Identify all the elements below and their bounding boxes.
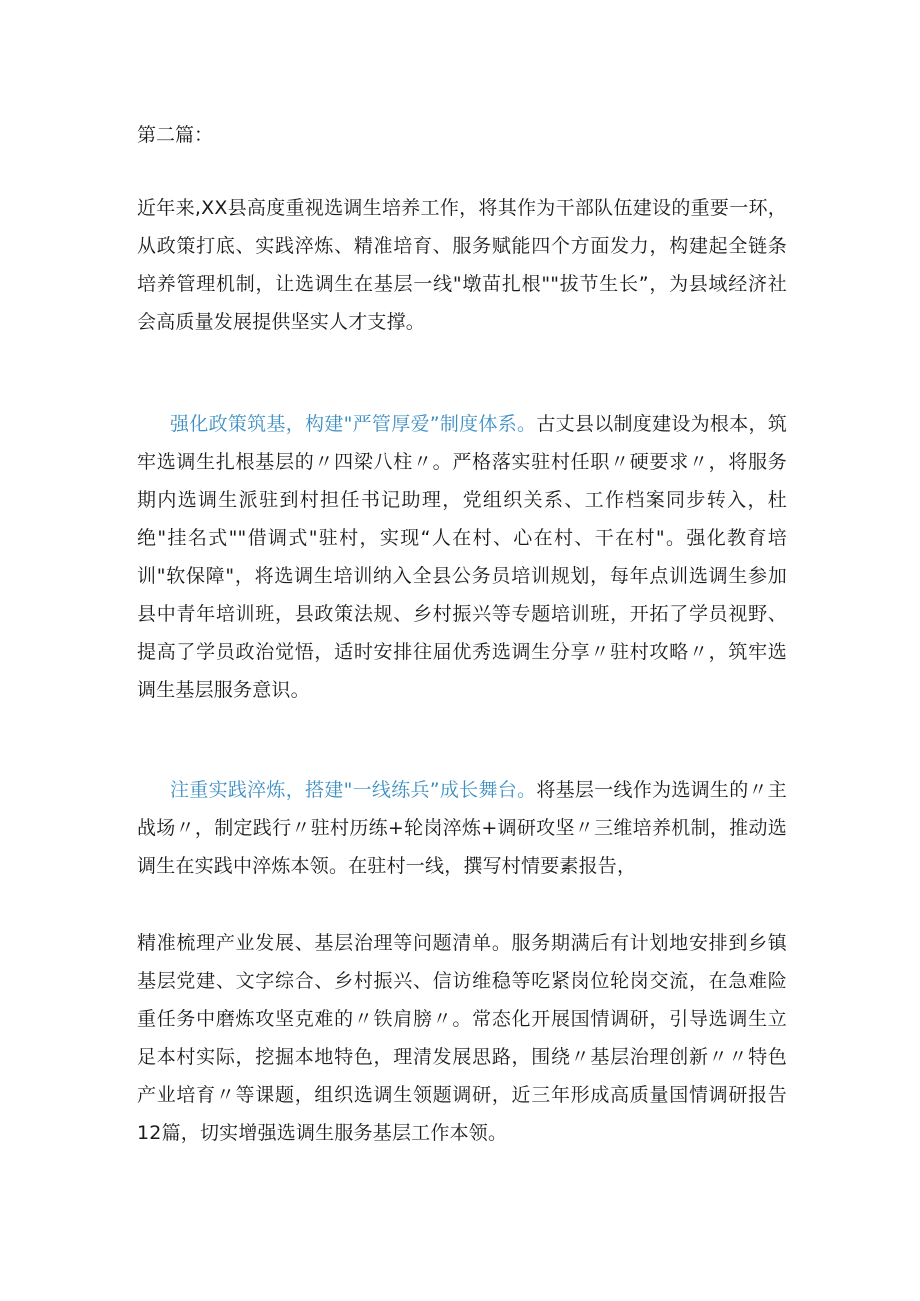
section2-continuation-paragraph: 精准梳理产业发展、基层治理等问题清单。服务期满后有计划地安排到乡镇基层党建、文字综合、乡村振兴、信访维稳等吃紧岗位轮岗交流，在急难险重任务中磨炼攻坚克难的〃铁肩膀〃。常态化开展国情调研，引导选调生立足本村实际，挖掘本地特色，理清发展思路，围绕〃基层治理创新〃〃特色产业培育〃等课题，组织选调生领题调研，近三年形成高质量国情调研报告12篇，切实增强选调生服务基层工作本领。 <box>137 932 787 1144</box>
section2-paragraph <box>137 771 787 885</box>
section1-title: 强化政策筑基，构建"严管厚爱”制度体系。 <box>170 413 537 435</box>
section1-body: 古丈县以制度建设为根本，筑牢选调生扎根基层的〃四梁八柱〃。严格落实驻村任职〃硬要求〃，将服务期内选调生派驻到村担任书记助理，党组织关系、工作档案同步转入，杜绝"挂名式""借调式"驻村，实现“人在村、心在村、干在村"。强化教育培训"软保障"，将选调生培训纳入全县公务员培训规划，每年点训选调生参加县中青年培训班，县政策法规、乡村振兴等专题培训班，开拓了学员视野、提高了学员政治觉悟，适时安排往届优秀选调生分享〃驻村攻略〃，筑牢选调生基层服务意识。 <box>137 413 787 701</box>
document-heading: 第二篇： <box>137 124 214 146</box>
section1-paragraph <box>137 405 787 709</box>
section2-body: 将基层一线作为选调生的〃主战场〃，制定践行〃驻村历练+轮岗淬炼+调研攻坚〃三维培养机制，推动选调生在实践中淬炼本领。在驻村一线，撰写村情要素报告， <box>137 779 787 877</box>
section2-title: 注重实践淬炼，搭建"一线练兵”成长舞台。 <box>170 779 537 801</box>
intro-paragraph: 近年来,XX县高度重视选调生培养工作，将其作为干部队伍建设的重要一环，从政策打底、实践淬炼、精准培育、服务赋能四个方面发力，构建起全链条培养管理机制，让选调生在基层一线"墩苗扎根""拔节生长”，为县域经济社会高质量发展提供坚实人才支撑。 <box>137 197 787 333</box>
